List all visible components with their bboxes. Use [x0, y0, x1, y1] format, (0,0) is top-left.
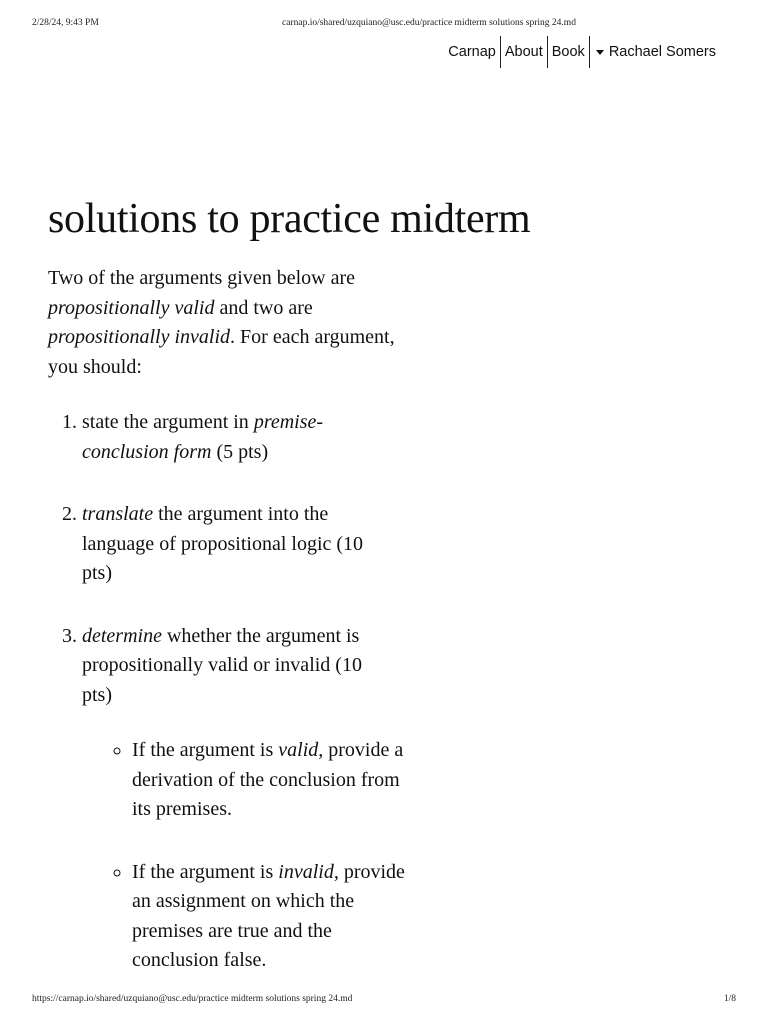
task-emphasis: translate	[82, 503, 154, 525]
print-header	[32, 18, 736, 32]
nav-about[interactable]: About	[504, 44, 543, 60]
task-list	[48, 408, 405, 976]
case-emphasis: invalid,	[278, 860, 339, 883]
case-text: provide an assignment on which the premises are true and the conclusion false.	[132, 860, 405, 971]
print-page-title: carnap.io/shared/uzquiano@usc.edu/practice midterm solutions spring 24.md	[282, 18, 576, 28]
case-item	[132, 736, 412, 825]
task-item	[82, 622, 405, 976]
user-name: Rachael Somers	[608, 44, 716, 60]
intro-emphasis: propositionally valid	[48, 296, 215, 319]
intro-text: Two of the arguments given below are	[48, 267, 356, 289]
task-text: (5 pts)	[211, 440, 269, 463]
caret-down-icon	[596, 50, 604, 55]
task-text: state the argument in	[82, 411, 254, 433]
task-item	[82, 408, 382, 467]
task-emphasis: determine	[82, 624, 162, 647]
task-emphasis: premise-conclusion form	[82, 411, 324, 463]
print-footer	[32, 994, 736, 1008]
intro-emphasis: propositionally invalid	[48, 326, 231, 348]
case-text: If the argument is	[132, 739, 279, 761]
case-text: If the argument is	[132, 860, 279, 883]
nav-brand-carnap[interactable]: Carnap	[448, 44, 496, 60]
case-item	[132, 858, 412, 976]
case-text: provide a derivation of the conclusion from its premises.	[132, 739, 404, 820]
page-title: solutions to practice midterm	[48, 196, 531, 242]
intro-text: . For each argument, you should:	[48, 326, 395, 378]
task-item	[82, 500, 382, 589]
user-menu-toggle[interactable]	[590, 36, 720, 68]
case-list	[98, 736, 412, 976]
document-content	[48, 188, 531, 1009]
task-text: the argument into the language of propositional logic (10 pts)	[82, 503, 364, 584]
task-text: whether the argument is propositionally valid or invalid (10 pts)	[82, 624, 362, 706]
print-url: https://carnap.io/shared/uzquiano@usc.edu/practice midterm solutions spring 24.md	[32, 994, 353, 1004]
print-datetime: 2/28/24, 9:43 PM	[32, 18, 99, 28]
case-emphasis: valid,	[278, 739, 324, 761]
nav-book[interactable]: Book	[551, 44, 585, 60]
top-navbar	[444, 36, 720, 68]
intro-paragraph	[48, 264, 408, 382]
page-number: 1/8	[723, 994, 736, 1004]
intro-text: and two are	[214, 296, 313, 319]
